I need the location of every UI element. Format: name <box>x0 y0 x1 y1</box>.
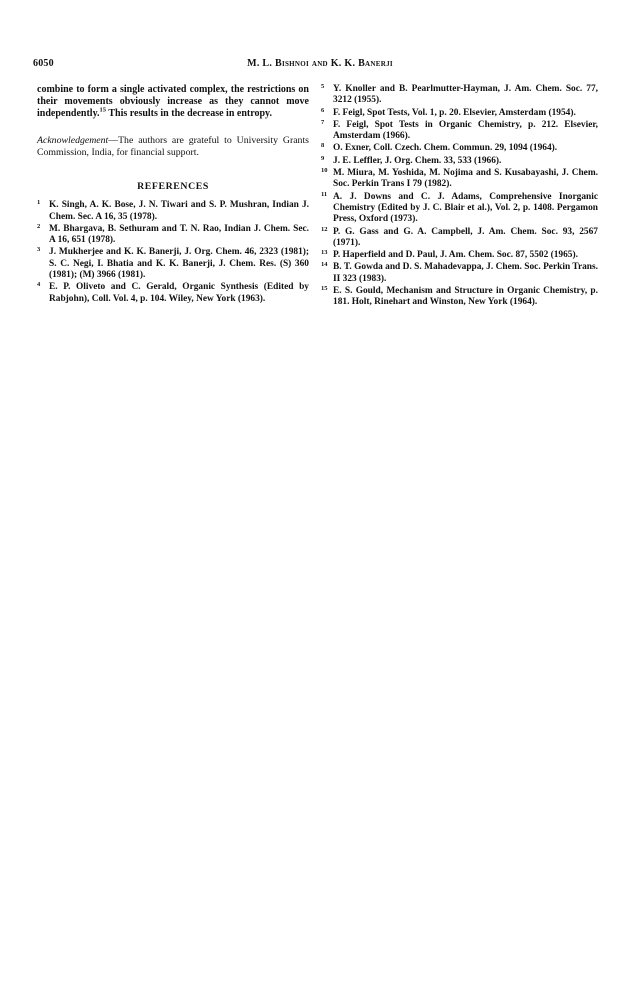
reference-item <box>321 250 598 261</box>
reference-text: Y. Knoller and B. Pearlmutter-Hayman, J. Am. Chem. Soc. 77, 3212 (1955). <box>333 84 598 106</box>
reference-text: O. Exner, Coll. Czech. Chem. Commun. 29, 1094 (1964). <box>333 143 558 154</box>
page-number: 6050 <box>33 58 54 69</box>
reference-item <box>321 143 598 154</box>
reference-number: 9 <box>321 154 325 162</box>
reference-item <box>321 120 598 143</box>
reference-item <box>37 247 309 281</box>
reference-text: J. E. Leffler, J. Org. Chem. 33, 533 (1966). <box>333 155 502 166</box>
reference-item <box>321 227 598 250</box>
reference-text: E. P. Oliveto and C. Gerald, Organic Synthesis (Edited by Rabjohn), Coll. Vol. 4, p. 104. Wiley, New York (1963). <box>49 282 309 304</box>
reference-text: M. Bhargava, B. Sethuram and T. N. Rao, Indian J. Chem. Sec. A 16, 651 (1978). <box>49 223 309 246</box>
reference-number: 5 <box>321 83 325 90</box>
reference-number: 10 <box>321 167 328 175</box>
reference-number: 15 <box>321 285 328 293</box>
acknowledgement-text: —The authors are grateful to University Grants Commission, India, for financial support. <box>37 134 309 158</box>
reference-text: M. Miura, M. Yoshida, M. Nojima and S. Kusabayashi, J. Chem. Soc. Perkin Trans I 79 (1982). <box>333 168 598 190</box>
reference-item <box>37 282 309 305</box>
reference-item <box>321 192 598 226</box>
body-text: combine to form a single activated complex, the restrictions on their movements obviously increase as they cannot move independently. <box>37 84 309 120</box>
reference-number: 1 <box>37 199 41 207</box>
citation-marker: 15 <box>99 107 107 115</box>
reference-text: E. S. Gould, Mechanism and Structure in Organic Chemistry, p. 181. Holt, Rinehart and Winston, New York (1964). <box>333 286 598 308</box>
reference-number: 11 <box>321 190 328 198</box>
acknowledgement <box>37 135 309 159</box>
reference-text: A. J. Downs and C. J. Adams, Comprehensive Inorganic Chemistry (Edited by J. C. Blair et al.), Vol. 2, p. 1408. Pergamon Press, Oxford (1973). <box>333 191 598 225</box>
right-column <box>321 84 598 310</box>
reference-item <box>321 286 598 309</box>
reference-text: K. Singh, A. K. Bose, J. N. Tiwari and S. P. Mushran, Indian J. Chem. Sec. A 16, 35 (1978). <box>49 200 309 222</box>
reference-text: B. T. Gowda and D. S. Mahadevappa, J. Chem. Soc. Perkin Trans. II 323 (1983). <box>333 262 598 284</box>
reference-number: 14 <box>321 261 328 269</box>
reference-number: 12 <box>321 225 328 233</box>
reference-text: F. Feigl, Spot Tests in Organic Chemistry, p. 212. Elsevier, Amsterdam (1966). <box>333 119 598 142</box>
reference-item <box>321 262 598 285</box>
acknowledgement-label: Acknowledgement <box>37 134 109 146</box>
reference-item <box>321 108 598 119</box>
reference-text: J. Mukherjee and K. K. Banerji, J. Org. Chem. 46, 2323 (1981); S. C. Negi, I. Bhatia and K. K. Banerji, J. Chem. Res. (S) 360 (1981); (M) 3966 (1981). <box>49 247 309 280</box>
body-text-end: This results in the decrease in entropy. <box>106 108 272 120</box>
reference-number: 3 <box>37 246 41 254</box>
reference-text: P. G. Gass and G. A. Campbell, J. Am. Chem. Soc. 93, 2567 (1971). <box>333 226 598 248</box>
references-title: REFERENCES <box>137 180 209 192</box>
reference-text: F. Feigl, Spot Tests, Vol. 1, p. 20. Elsevier, Amsterdam (1954). <box>333 107 576 118</box>
reference-number: 7 <box>321 118 325 126</box>
reference-number: 8 <box>321 142 325 150</box>
body-paragraph <box>37 84 309 121</box>
left-column <box>37 84 309 306</box>
reference-item <box>321 156 598 167</box>
reference-number: 2 <box>37 222 41 230</box>
reference-number: 6 <box>321 106 325 114</box>
reference-item <box>321 168 598 191</box>
reference-number: 4 <box>37 281 41 289</box>
reference-item <box>37 200 309 223</box>
reference-text: P. Haperfield and D. Paul, J. Am. Chem. Soc. 87, 5502 (1965). <box>333 250 578 261</box>
reference-item <box>321 84 598 107</box>
reference-item <box>37 224 309 247</box>
reference-number: 13 <box>321 249 328 257</box>
running-head: M. L. Bishnoi and K. K. Banerji <box>247 58 393 69</box>
